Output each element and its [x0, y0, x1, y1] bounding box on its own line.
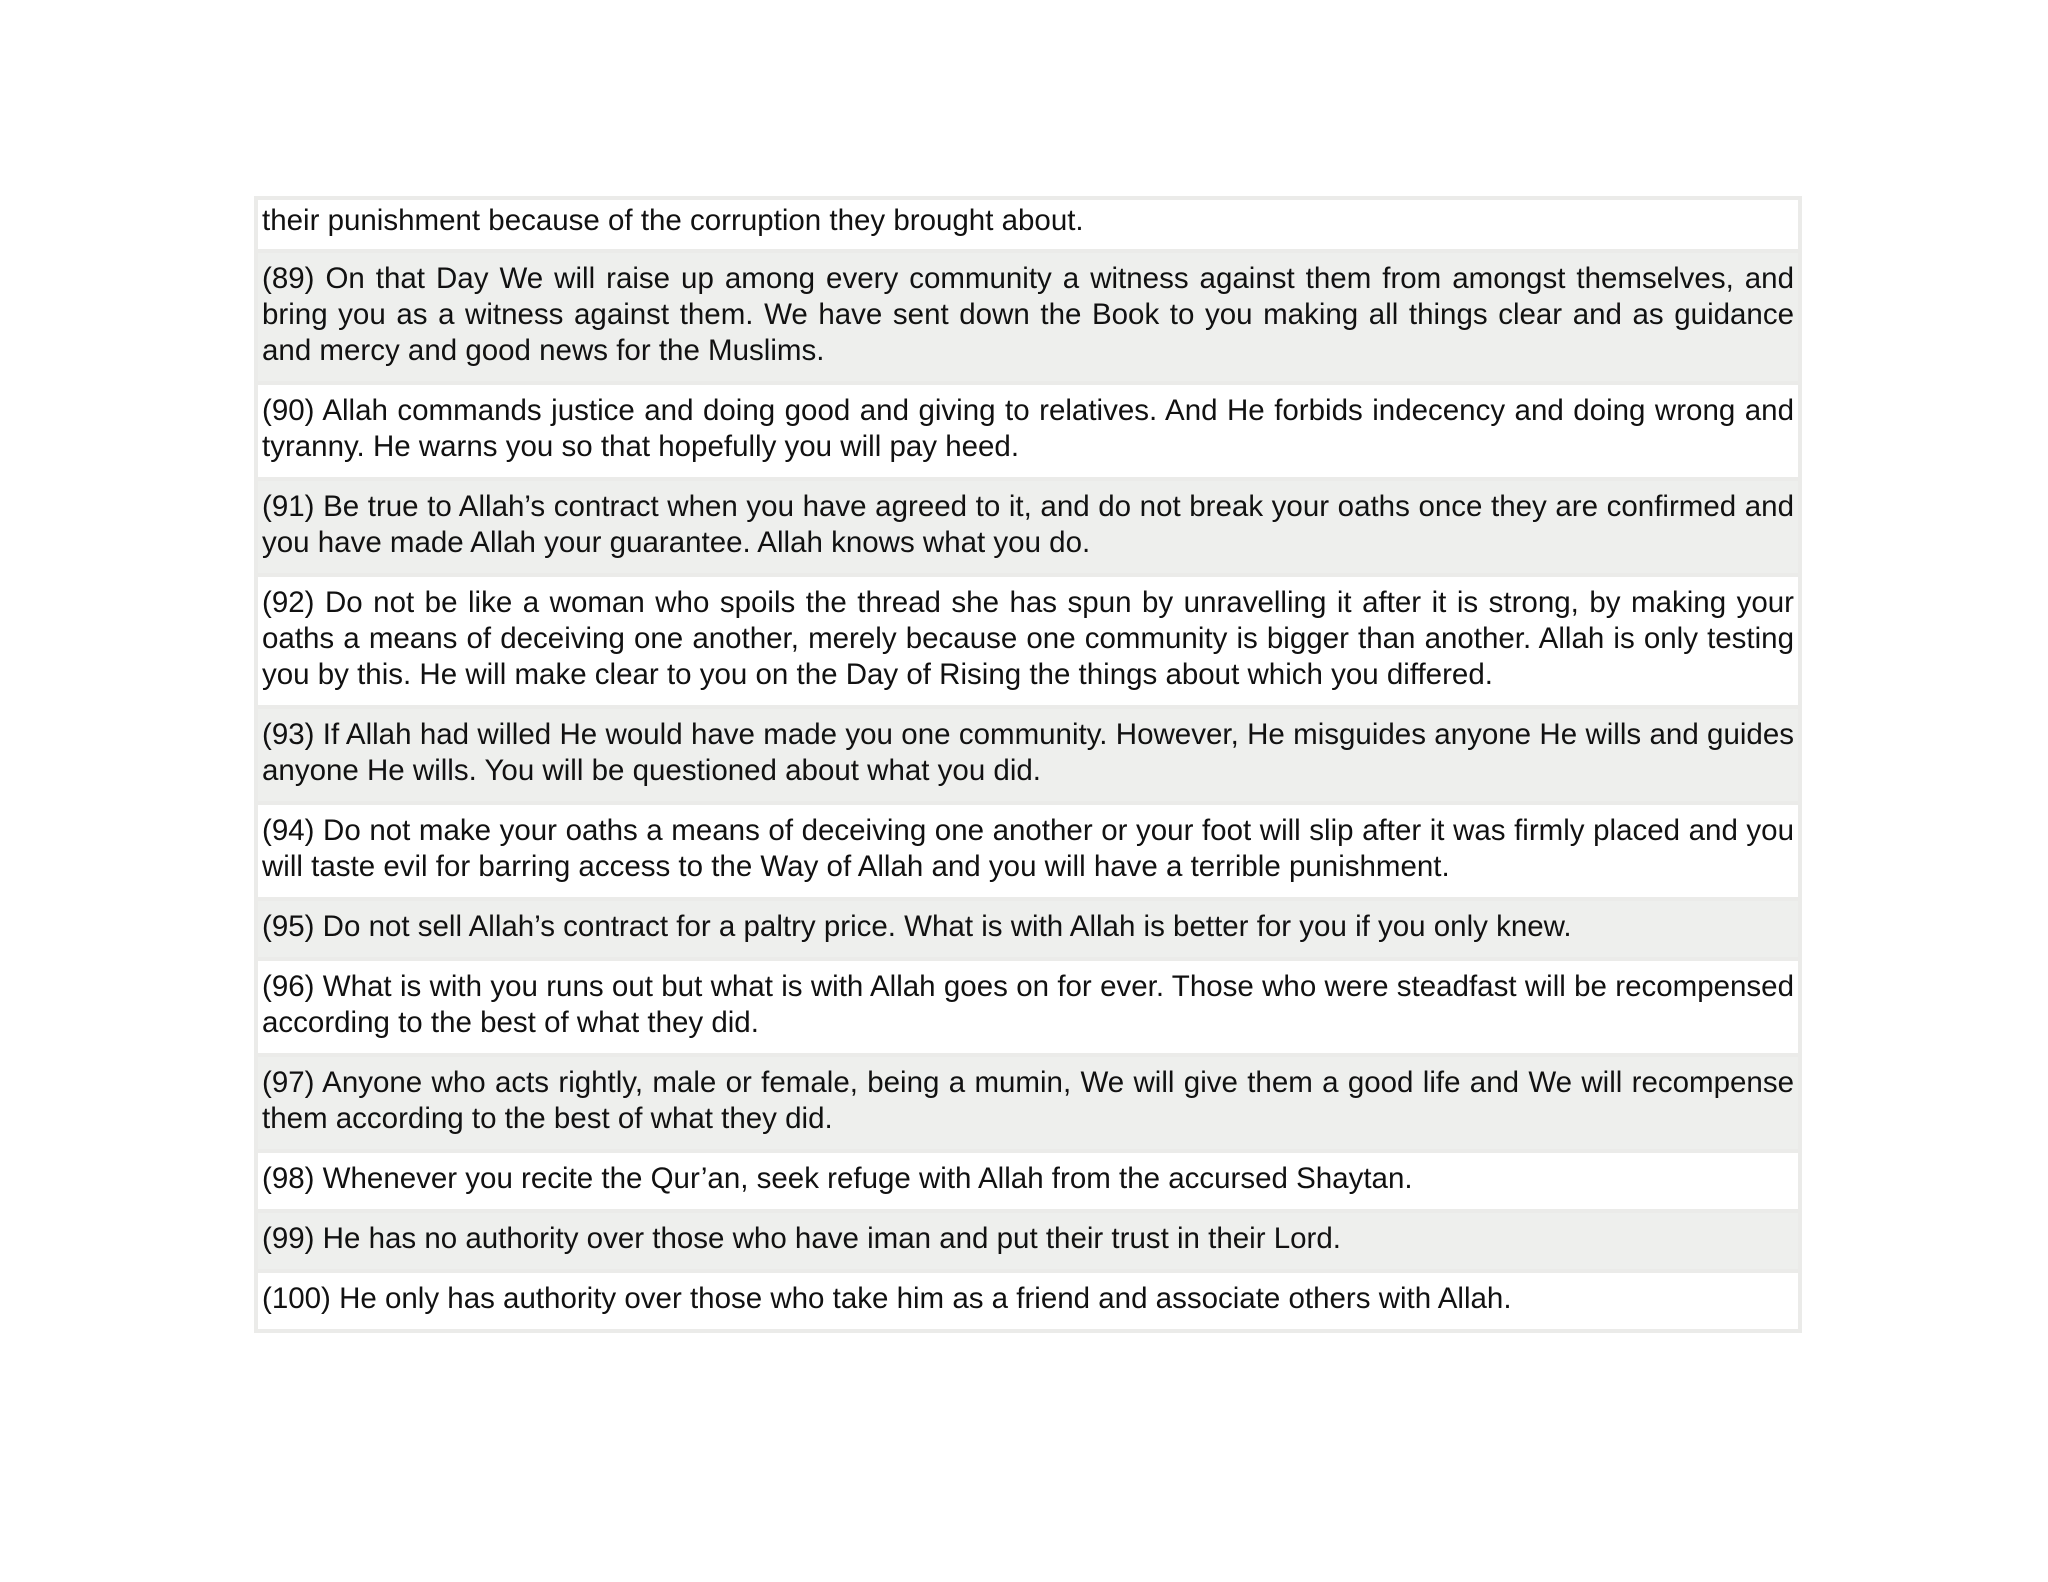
verse-table	[254, 196, 1802, 1333]
verse-row-92: (92) Do not be like a woman who spoils the thread she has spun by unravelling it after it is strong, by making your oaths a means of deceiving one another, merely because one community is bigger than another. Allah is only testing you by this. He will make clear to you on the Day of Rising the things about which you differed.	[258, 577, 1798, 705]
verse-row-94: (94) Do not make your oaths a means of deceiving one another or your foot will slip after it was firmly placed and you will taste evil for barring access to the Way of Allah and you will have a terrible punishment.	[258, 805, 1798, 897]
verse-row-89: (89) On that Day We will raise up among every community a witness against them from amongst themselves, and bring you as a witness against them. We have sent down the Book to you making all things clear and as guidance and mercy and good news for the Muslims.	[258, 253, 1798, 381]
verse-row-95: (95) Do not sell Allah’s contract for a paltry price. What is with Allah is better for you if you only knew.	[258, 901, 1798, 957]
verse-row-91: (91) Be true to Allah’s contract when you have agreed to it, and do not break your oaths once they are confirmed and you have made Allah your guarantee. Allah knows what you do.	[258, 481, 1798, 573]
verse-row-88-continued: their punishment because of the corruption they brought about.	[258, 200, 1798, 249]
verse-row-93: (93) If Allah had willed He would have made you one community. However, He misguides anyone He wills and guides anyone He wills. You will be questioned about what you did.	[258, 709, 1798, 801]
verse-row-100: (100) He only has authority over those who take him as a friend and associate others with Allah.	[258, 1273, 1798, 1329]
verse-row-99: (99) He has no authority over those who have iman and put their trust in their Lord.	[258, 1213, 1798, 1269]
verse-row-90: (90) Allah commands justice and doing good and giving to relatives. And He forbids indecency and doing wrong and tyranny. He warns you so that hopefully you will pay heed.	[258, 385, 1798, 477]
verse-row-96: (96) What is with you runs out but what is with Allah goes on for ever. Those who were steadfast will be recompensed according to the best of what they did.	[258, 961, 1798, 1053]
verse-row-98: (98) Whenever you recite the Qur’an, seek refuge with Allah from the accursed Shaytan.	[258, 1153, 1798, 1209]
verse-row-97: (97) Anyone who acts rightly, male or female, being a mumin, We will give them a good life and We will recompense them according to the best of what they did.	[258, 1057, 1798, 1149]
